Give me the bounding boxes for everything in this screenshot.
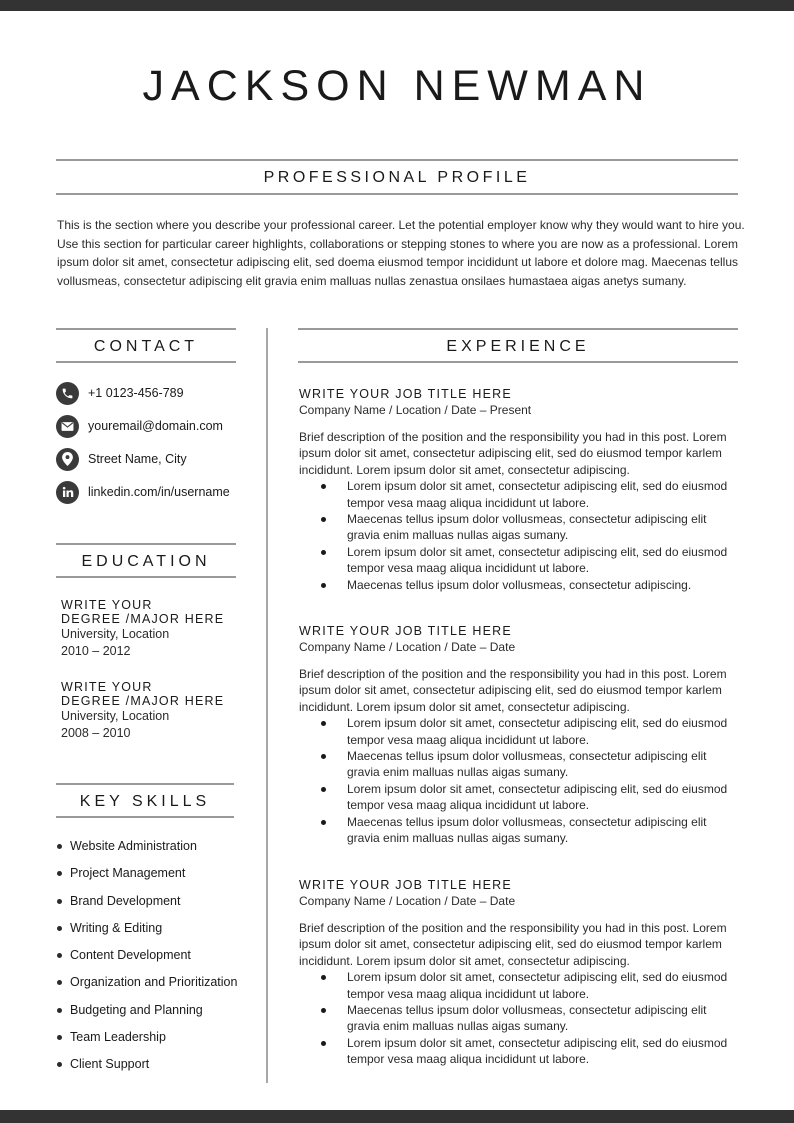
job-meta: Company Name / Location / Date – Date [299, 894, 516, 908]
education-years: 2010 – 2012 [61, 643, 131, 658]
degree-title-line2: DEGREE /MAJOR HERE [61, 693, 225, 708]
job-bullet: Lorem ipsum dolor sit amet, consectetur adipiscing elit, sed do eiusmod tempor vesa maag aliqua incididunt ut labore. [347, 781, 741, 814]
job-title: WRITE YOUR JOB TITLE HERE [299, 624, 512, 638]
top-border-bar [0, 0, 794, 11]
contact-email [56, 414, 256, 438]
contact-address [56, 447, 256, 471]
job-bullet-list [347, 478, 741, 593]
location-pin-icon [56, 448, 79, 471]
profile-summary: This is the section where you describe your professional career. Let the potential employer know why they would want to hire you. Use this section for particular career highlights, collaborations or stepping stones to where you are now as a professional. Lorem ipsum dolor sit amet, consectetur adipiscing elit, sed doema eiusmod tempor incididunt ut labore et dolore mag. Maecenas tellus vollusmeas, consectetur adipiscing elit gravia enim malluas nullas zenastua onsilaes humastaea aigas anetys sumany. [57, 218, 745, 289]
skill-item: Budgeting and Planning [56, 1002, 256, 1029]
job-bullet: Lorem ipsum dolor sit amet, consectetur adipiscing elit, sed do eiusmod tempor vesa maag aliqua incididunt ut labore. [347, 478, 741, 511]
profile-heading-text: PROFESSIONAL PROFILE [263, 169, 531, 186]
skill-item: Team Leadership [56, 1029, 256, 1056]
job-bullet: Lorem ipsum dolor sit amet, consectetur adipiscing elit, sed do eiusmod tempor vesa maag aliqua incididunt ut labore. [347, 715, 741, 748]
skill-item: Website Administration [56, 838, 256, 865]
university-location: University, Location [61, 627, 170, 641]
degree-title-line2: DEGREE /MAJOR HERE [61, 611, 225, 626]
profile-section-heading [56, 159, 738, 195]
job-bullet: Maecenas tellus ipsum dolor vollusmeas, consectetur adipiscing elit gravia enim malluas nullas aigas sumany. [347, 814, 741, 847]
skill-item: Client Support [56, 1056, 256, 1083]
education-section-heading [56, 543, 236, 578]
skill-item: Organization and Prioritization [56, 974, 256, 1001]
contact-phone [56, 381, 256, 405]
linkedin-icon [56, 481, 79, 504]
job-entry [299, 386, 741, 593]
email-address[interactable]: youremail@domain.com [88, 419, 223, 433]
job-entry [299, 877, 741, 1068]
job-title: WRITE YOUR JOB TITLE HERE [299, 878, 512, 892]
phone-icon [56, 382, 79, 405]
job-meta: Company Name / Location / Date – Date [299, 640, 516, 654]
job-bullet: Maecenas tellus ipsum dolor vollusmeas, consectetur adipiscing elit gravia enim malluas nullas aigas sumany. [347, 1002, 741, 1035]
candidate-name: JACKSON NEWMAN [142, 62, 652, 110]
university-location: University, Location [61, 709, 170, 723]
job-entry [299, 623, 741, 846]
job-bullet: Lorem ipsum dolor sit amet, consectetur adipiscing elit, sed do eiusmod tempor vesa maag aliqua incididunt ut labore. [347, 544, 741, 577]
contact-section-heading [56, 328, 236, 363]
education-years: 2008 – 2010 [61, 725, 131, 740]
phone-number[interactable]: +1 0123-456-789 [88, 386, 184, 400]
job-description: Brief description of the position and the responsibility you had in this post. Lorem ipsum dolor sit amet, consectetur adipiscing elit, sed do eiusmod tempor karlem incididunt. Lorem ipsum dolor sit amet, consectetur adipiscing. [299, 430, 727, 477]
job-description: Brief description of the position and the responsibility you had in this post. Lorem ipsum dolor sit amet, consectetur adipiscing elit, sed do eiusmod tempor karlem incididunt. Lorem ipsum dolor sit amet, consectetur adipiscing. [299, 667, 727, 714]
job-bullet: Lorem ipsum dolor sit amet, consectetur adipiscing elit, sed do eiusmod tempor vesa maag aliqua incididunt ut labore. [347, 969, 741, 1002]
job-bullet: Maecenas tellus ipsum dolor vollusmeas, consectetur adipiscing. [347, 577, 741, 593]
degree-title-line1: WRITE YOUR [61, 598, 153, 612]
experience-heading-text: EXPERIENCE [446, 338, 590, 355]
job-bullet-list [347, 715, 741, 846]
job-bullet: Maecenas tellus ipsum dolor vollusmeas, consectetur adipiscing elit gravia enim malluas nullas aigas sumany. [347, 511, 741, 544]
skill-item: Writing & Editing [56, 920, 256, 947]
education-heading-text: EDUCATION [81, 553, 211, 570]
bottom-border-bar [0, 1110, 794, 1123]
degree-title-line1: WRITE YOUR [61, 680, 153, 694]
contact-list [56, 381, 256, 513]
job-meta: Company Name / Location / Date – Present [299, 403, 532, 417]
job-bullet: Maecenas tellus ipsum dolor vollusmeas, consectetur adipiscing elit gravia enim malluas nullas aigas sumany. [347, 748, 741, 781]
contact-heading-text: CONTACT [93, 338, 199, 355]
contact-linkedin [56, 480, 256, 504]
skill-item: Content Development [56, 947, 256, 974]
job-description: Brief description of the position and the responsibility you had in this post. Lorem ipsum dolor sit amet, consectetur adipiscing elit, sed do eiusmod tempor karlem incididunt. Lorem ipsum dolor sit amet, consectetur adipiscing. [299, 921, 727, 968]
job-title: WRITE YOUR JOB TITLE HERE [299, 387, 512, 401]
education-entry [61, 681, 261, 741]
skill-item: Project Management [56, 865, 256, 892]
skills-heading-text: KEY SKILLS [79, 793, 211, 810]
job-bullet-list [347, 969, 741, 1067]
skills-list [56, 838, 256, 1084]
job-bullet: Lorem ipsum dolor sit amet, consectetur adipiscing elit, sed do eiusmod tempor vesa maag aliqua incididunt ut labore. [347, 1035, 741, 1068]
experience-section-heading [298, 328, 738, 363]
skills-section-heading [56, 783, 234, 818]
column-divider [266, 328, 268, 1083]
education-entry [61, 599, 261, 659]
skill-item: Brand Development [56, 893, 256, 920]
email-icon [56, 415, 79, 438]
linkedin-url[interactable]: linkedin.com/in/username [88, 485, 230, 499]
street-address: Street Name, City [88, 452, 187, 466]
